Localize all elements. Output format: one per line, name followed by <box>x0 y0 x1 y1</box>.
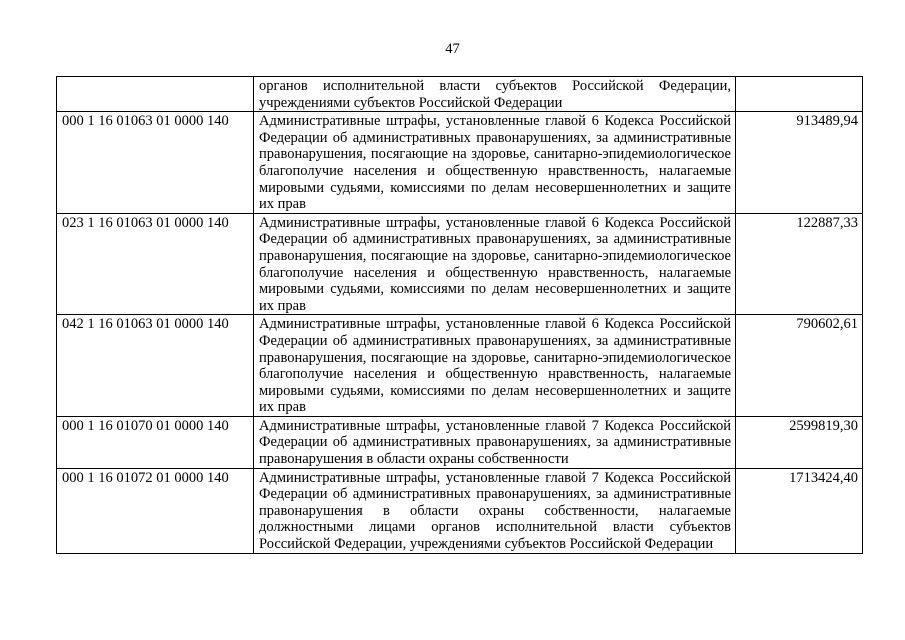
revenue-description-cell: органов исполнительной власти субъектов Российской Федерации, учреждениями субъектов Российской Федерации <box>254 77 736 112</box>
table-body <box>57 77 863 554</box>
revenue-description-cell: Административные штрафы, установленные главой 7 Кодекса Российской Федерации об административных правонарушениях, за административные правонарушения в области охраны собственности, налагаемые должностными лицами органов исполнительной власти субъектов Российской Федерации, учреждениями субъектов Российской Федерации <box>254 468 736 553</box>
amount-cell: 2599819,30 <box>736 416 863 468</box>
classification-code-cell: 042 1 16 01063 01 0000 140 <box>57 315 254 417</box>
table-row <box>57 213 863 315</box>
revenue-description-cell: Административные штрафы, установленные главой 7 Кодекса Российской Федерации об административных правонарушениях, за административные правонарушения в области охраны собственности <box>254 416 736 468</box>
classification-code-cell: 000 1 16 01063 01 0000 140 <box>57 112 254 214</box>
table-row <box>57 468 863 553</box>
classification-code-cell: 023 1 16 01063 01 0000 140 <box>57 213 254 315</box>
revenue-description-cell: Административные штрафы, установленные главой 6 Кодекса Российской Федерации об административных правонарушениях, за административные правонарушения, посягающие на здоровье, санитарно-эпидемиологическое благополучие населения и общественную нравственность, налагаемые мировыми судьями, комиссиями по делам несовершеннолетних и защите их прав <box>254 315 736 417</box>
amount-cell <box>736 77 863 112</box>
table-row <box>57 112 863 214</box>
classification-code-cell: 000 1 16 01072 01 0000 140 <box>57 468 254 553</box>
table-row <box>57 315 863 417</box>
budget-revenue-table <box>56 76 863 554</box>
table-row <box>57 77 863 112</box>
amount-cell: 913489,94 <box>736 112 863 214</box>
classification-code-cell <box>57 77 254 112</box>
amount-cell: 1713424,40 <box>736 468 863 553</box>
amount-cell: 790602,61 <box>736 315 863 417</box>
revenue-description-cell: Административные штрафы, установленные главой 6 Кодекса Российской Федерации об административных правонарушениях, за административные правонарушения, посягающие на здоровье, санитарно-эпидемиологическое благополучие населения и общественную нравственность, налагаемые мировыми судьями, комиссиями по делам несовершеннолетних и защите их прав <box>254 213 736 315</box>
amount-cell: 122887,33 <box>736 213 863 315</box>
page-number: 47 <box>445 41 460 57</box>
classification-code-cell: 000 1 16 01070 01 0000 140 <box>57 416 254 468</box>
revenue-description-cell: Административные штрафы, установленные главой 6 Кодекса Российской Федерации об административных правонарушениях, за административные правонарушения, посягающие на здоровье, санитарно-эпидемиологическое благополучие населения и общественную нравственность, налагаемые мировыми судьями, комиссиями по делам несовершеннолетних и защите их прав <box>254 112 736 214</box>
table-row <box>57 416 863 468</box>
